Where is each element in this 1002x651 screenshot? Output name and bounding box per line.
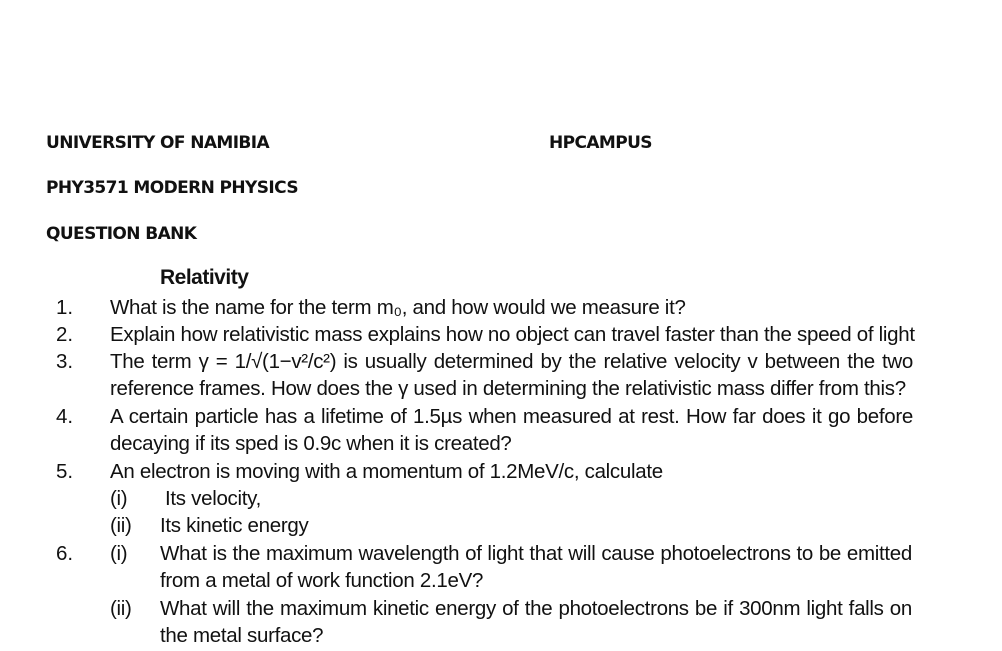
question-number: 6. <box>56 542 74 565</box>
subpart-text: Its velocity, <box>165 487 261 510</box>
subpart-text: What is the maximum wavelength of light that will cause photoelectrons to be emitted from a metal of work function 2.1eV? <box>160 542 912 592</box>
subpart-label: (i) <box>110 542 128 565</box>
question-number: 3. <box>56 350 74 373</box>
course-title: PHY3571 MODERN PHYSICS <box>46 178 298 198</box>
question-text: Explain how relativistic mass explains how no object can travel faster than the speed of light <box>110 323 915 346</box>
subpart-label: (ii) <box>110 514 132 537</box>
section-title: Relativity <box>160 266 249 289</box>
question-text: What is the name for the term m₀, and how would we measure it? <box>110 296 686 319</box>
document-type: QUESTION BANK <box>46 224 197 244</box>
campus-name: HPCAMPUS <box>549 133 652 153</box>
subpart-label: (ii) <box>110 597 132 620</box>
question-text: The term γ = 1/√(1−v²/c²) is usually determined by the relative velocity v between the two reference frames. How does the γ used in determining the relativistic mass differ from this? <box>110 350 913 400</box>
question-number: 2. <box>56 323 74 346</box>
question-text: A certain particle has a lifetime of 1.5µs when measured at rest. How far does it go before decaying if its sped is 0.9c when it is created? <box>110 405 913 455</box>
question-number: 1. <box>56 296 74 319</box>
question-number: 4. <box>56 405 74 428</box>
subpart-label: (i) <box>110 487 128 510</box>
question-text: An electron is moving with a momentum of 1.2MeV/c, calculate <box>110 460 663 483</box>
question-number: 5. <box>56 460 74 483</box>
subpart-text: What will the maximum kinetic energy of the photoelectrons be if 300nm light falls on the metal surface? <box>160 597 912 647</box>
subpart-text: Its kinetic energy <box>160 514 309 537</box>
university-name: UNIVERSITY OF NAMIBIA <box>46 133 270 153</box>
